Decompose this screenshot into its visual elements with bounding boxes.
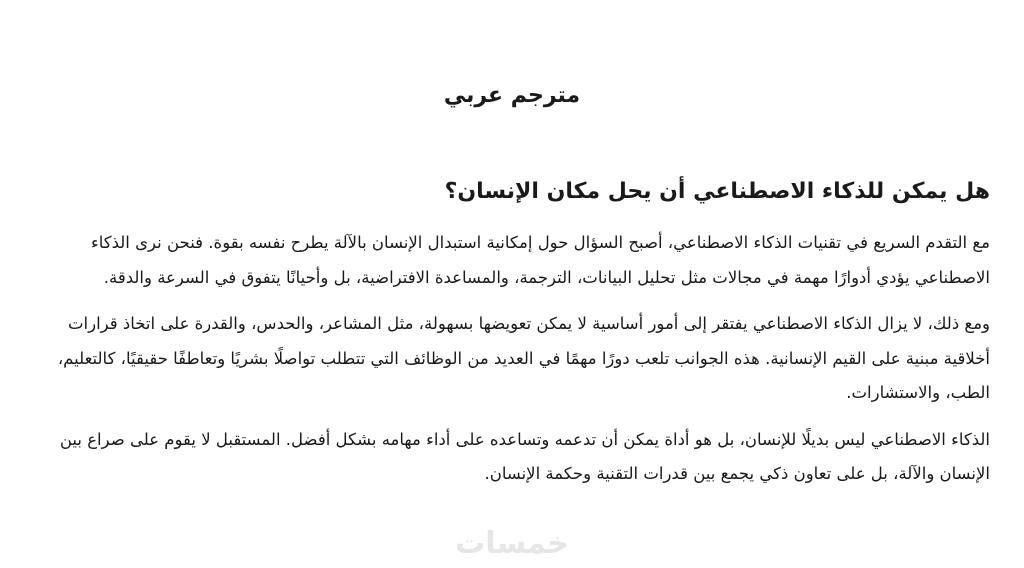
paragraph: ومع ذلك، لا يزال الذكاء الاصطناعي يفتقر إلى أمور أساسية لا يمكن تعويضها بسهولة، مثل المشاعر، والحدس، والقدرة على اتخاذ قرارات أخلاقية مبنية على القيم الإنسانية. هذه الجوانب تلعب دورًا مهمًا في العديد من الوظائف التي تتطلب تواصلًا بشريًا وتعاطفًا حقيقيًا، كالتعليم، الطب، والاستشارات.	[57, 314, 990, 402]
article-heading: هل يمكن للذكاء الاصطناعي أن يحل مكان الإنسان؟	[444, 179, 990, 204]
watermark-logo: خمسات	[455, 526, 569, 561]
paragraph: الذكاء الاصطناعي ليس بديلًا للإنسان، بل هو أداة يمكن أن تدعمه وتساعده على أداء مهامه بشكل أفضل. المستقبل لا يقوم على صراع بين الإنسان والآلة، بل على تعاون ذكي يجمع بين قدرات التقنية وحكمة الإنسان.	[59, 429, 990, 483]
document-page	[34, 0, 990, 568]
paragraph: مع التقدم السريع في تقنيات الذكاء الاصطناعي، أصبح السؤال حول إمكانية استبدال الإنسان بالآلة يطرح نفسه بقوة. فنحن نرى الذكاء الاصطناعي يؤدي أدوارًا مهمة في مجالات مثل تحليل البيانات، الترجمة، والمساعدة الافتراضية، بل وأحيانًا يتفوق في السرعة والدقة.	[90, 233, 990, 287]
page-title: مترجم عربي	[443, 83, 581, 108]
article-body	[34, 226, 990, 504]
